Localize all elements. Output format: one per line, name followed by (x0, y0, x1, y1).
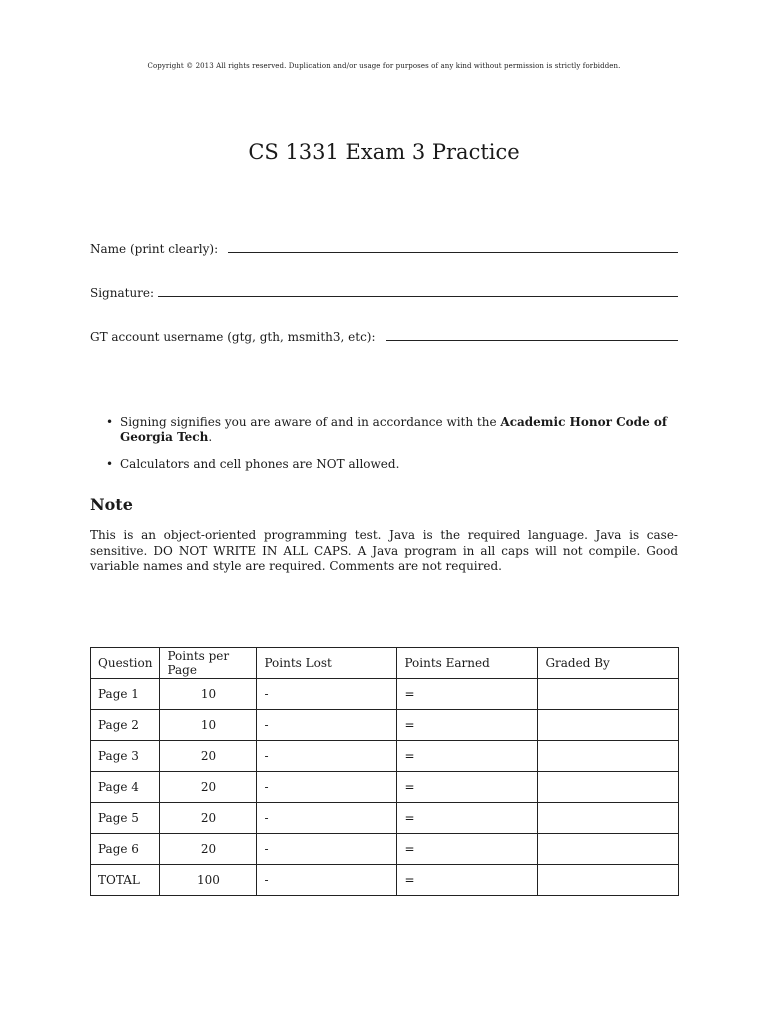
cell-graded-by (538, 772, 679, 803)
cell-question: Page 1 (91, 679, 160, 710)
note-text: This is an object-oriented programming test. Java is the required language. Java is case-sensitive. DO NOT WRITE IN ALL CAPS. A Java program in all caps will not compile. Good variable names and style are required. Comments are not required. (90, 528, 678, 573)
table-row (91, 679, 679, 710)
signature-field-label: Signature: (90, 286, 155, 300)
cell-points-earned: = (397, 865, 538, 896)
cell-points-earned: = (397, 741, 538, 772)
cell-question: TOTAL (91, 865, 160, 896)
cell-points-earned: = (397, 710, 538, 741)
signature-field (90, 286, 678, 300)
column-header-points-earned: Points Earned (397, 648, 538, 679)
cell-points: 20 (160, 772, 257, 803)
table-row-total (91, 865, 679, 896)
cell-graded-by (538, 710, 679, 741)
name-field-label: Name (print clearly): (90, 242, 219, 256)
cell-points-earned: = (397, 679, 538, 710)
table-row (91, 834, 679, 865)
column-header-graded-by: Graded By (538, 648, 679, 679)
gt-username-field-line (386, 339, 678, 341)
cell-points-lost: - (257, 679, 397, 710)
cell-question: Page 3 (91, 741, 160, 772)
cell-points-earned: = (397, 803, 538, 834)
column-header-question: Question (91, 648, 160, 679)
cell-points: 20 (160, 834, 257, 865)
grading-table (90, 647, 679, 896)
table-row (91, 710, 679, 741)
bullet-icon: • (106, 415, 114, 429)
gt-username-field-label: GT account username (gtg, gth, msmith3, etc): (90, 330, 376, 344)
cell-points: 20 (160, 803, 257, 834)
note-heading: Note (90, 495, 133, 514)
honor-code-emphasis: Academic Honor Code of Georgia Tech (120, 415, 668, 444)
cell-points-earned: = (397, 772, 538, 803)
cell-points: 10 (160, 679, 257, 710)
cell-points-earned: = (397, 834, 538, 865)
page-title: CS 1331 Exam 3 Practice (248, 140, 520, 164)
cell-graded-by (538, 679, 679, 710)
cell-points-lost: - (257, 865, 397, 896)
copyright-notice: Copyright © 2013 All rights reserved. Duplication and/or usage for purposes of any kind without permission is strictly forbidden. (147, 62, 621, 70)
column-header-points-per-page: Points per Page (160, 648, 257, 679)
cell-points-lost: - (257, 710, 397, 741)
honor-code-period: . (208, 430, 213, 444)
instructions-list (106, 415, 678, 484)
name-field (90, 242, 678, 256)
calculators-text: Calculators and cell phones are NOT allowed. (120, 457, 400, 471)
cell-graded-by (538, 803, 679, 834)
table-row (91, 803, 679, 834)
table-row (91, 741, 679, 772)
signature-field-line (158, 295, 678, 297)
cell-points-lost: - (257, 741, 397, 772)
column-header-points-lost: Points Lost (257, 648, 397, 679)
honor-code-text: Signing signifies you are aware of and in accordance with the (120, 415, 501, 429)
list-item-calculators (106, 457, 678, 472)
cell-graded-by (538, 865, 679, 896)
gt-username-field (90, 330, 678, 344)
cell-points: 20 (160, 741, 257, 772)
cell-graded-by (538, 834, 679, 865)
cell-question: Page 2 (91, 710, 160, 741)
table-row (91, 772, 679, 803)
cell-question: Page 6 (91, 834, 160, 865)
cell-points-lost: - (257, 834, 397, 865)
cell-points: 10 (160, 710, 257, 741)
cell-question: Page 4 (91, 772, 160, 803)
name-field-line (228, 251, 678, 253)
list-item-honor-code (106, 415, 678, 445)
cell-points-lost: - (257, 772, 397, 803)
cell-points: 100 (160, 865, 257, 896)
cell-question: Page 5 (91, 803, 160, 834)
bullet-icon: • (106, 457, 114, 471)
cell-points-lost: - (257, 803, 397, 834)
cell-graded-by (538, 741, 679, 772)
table-header-row (91, 648, 679, 679)
